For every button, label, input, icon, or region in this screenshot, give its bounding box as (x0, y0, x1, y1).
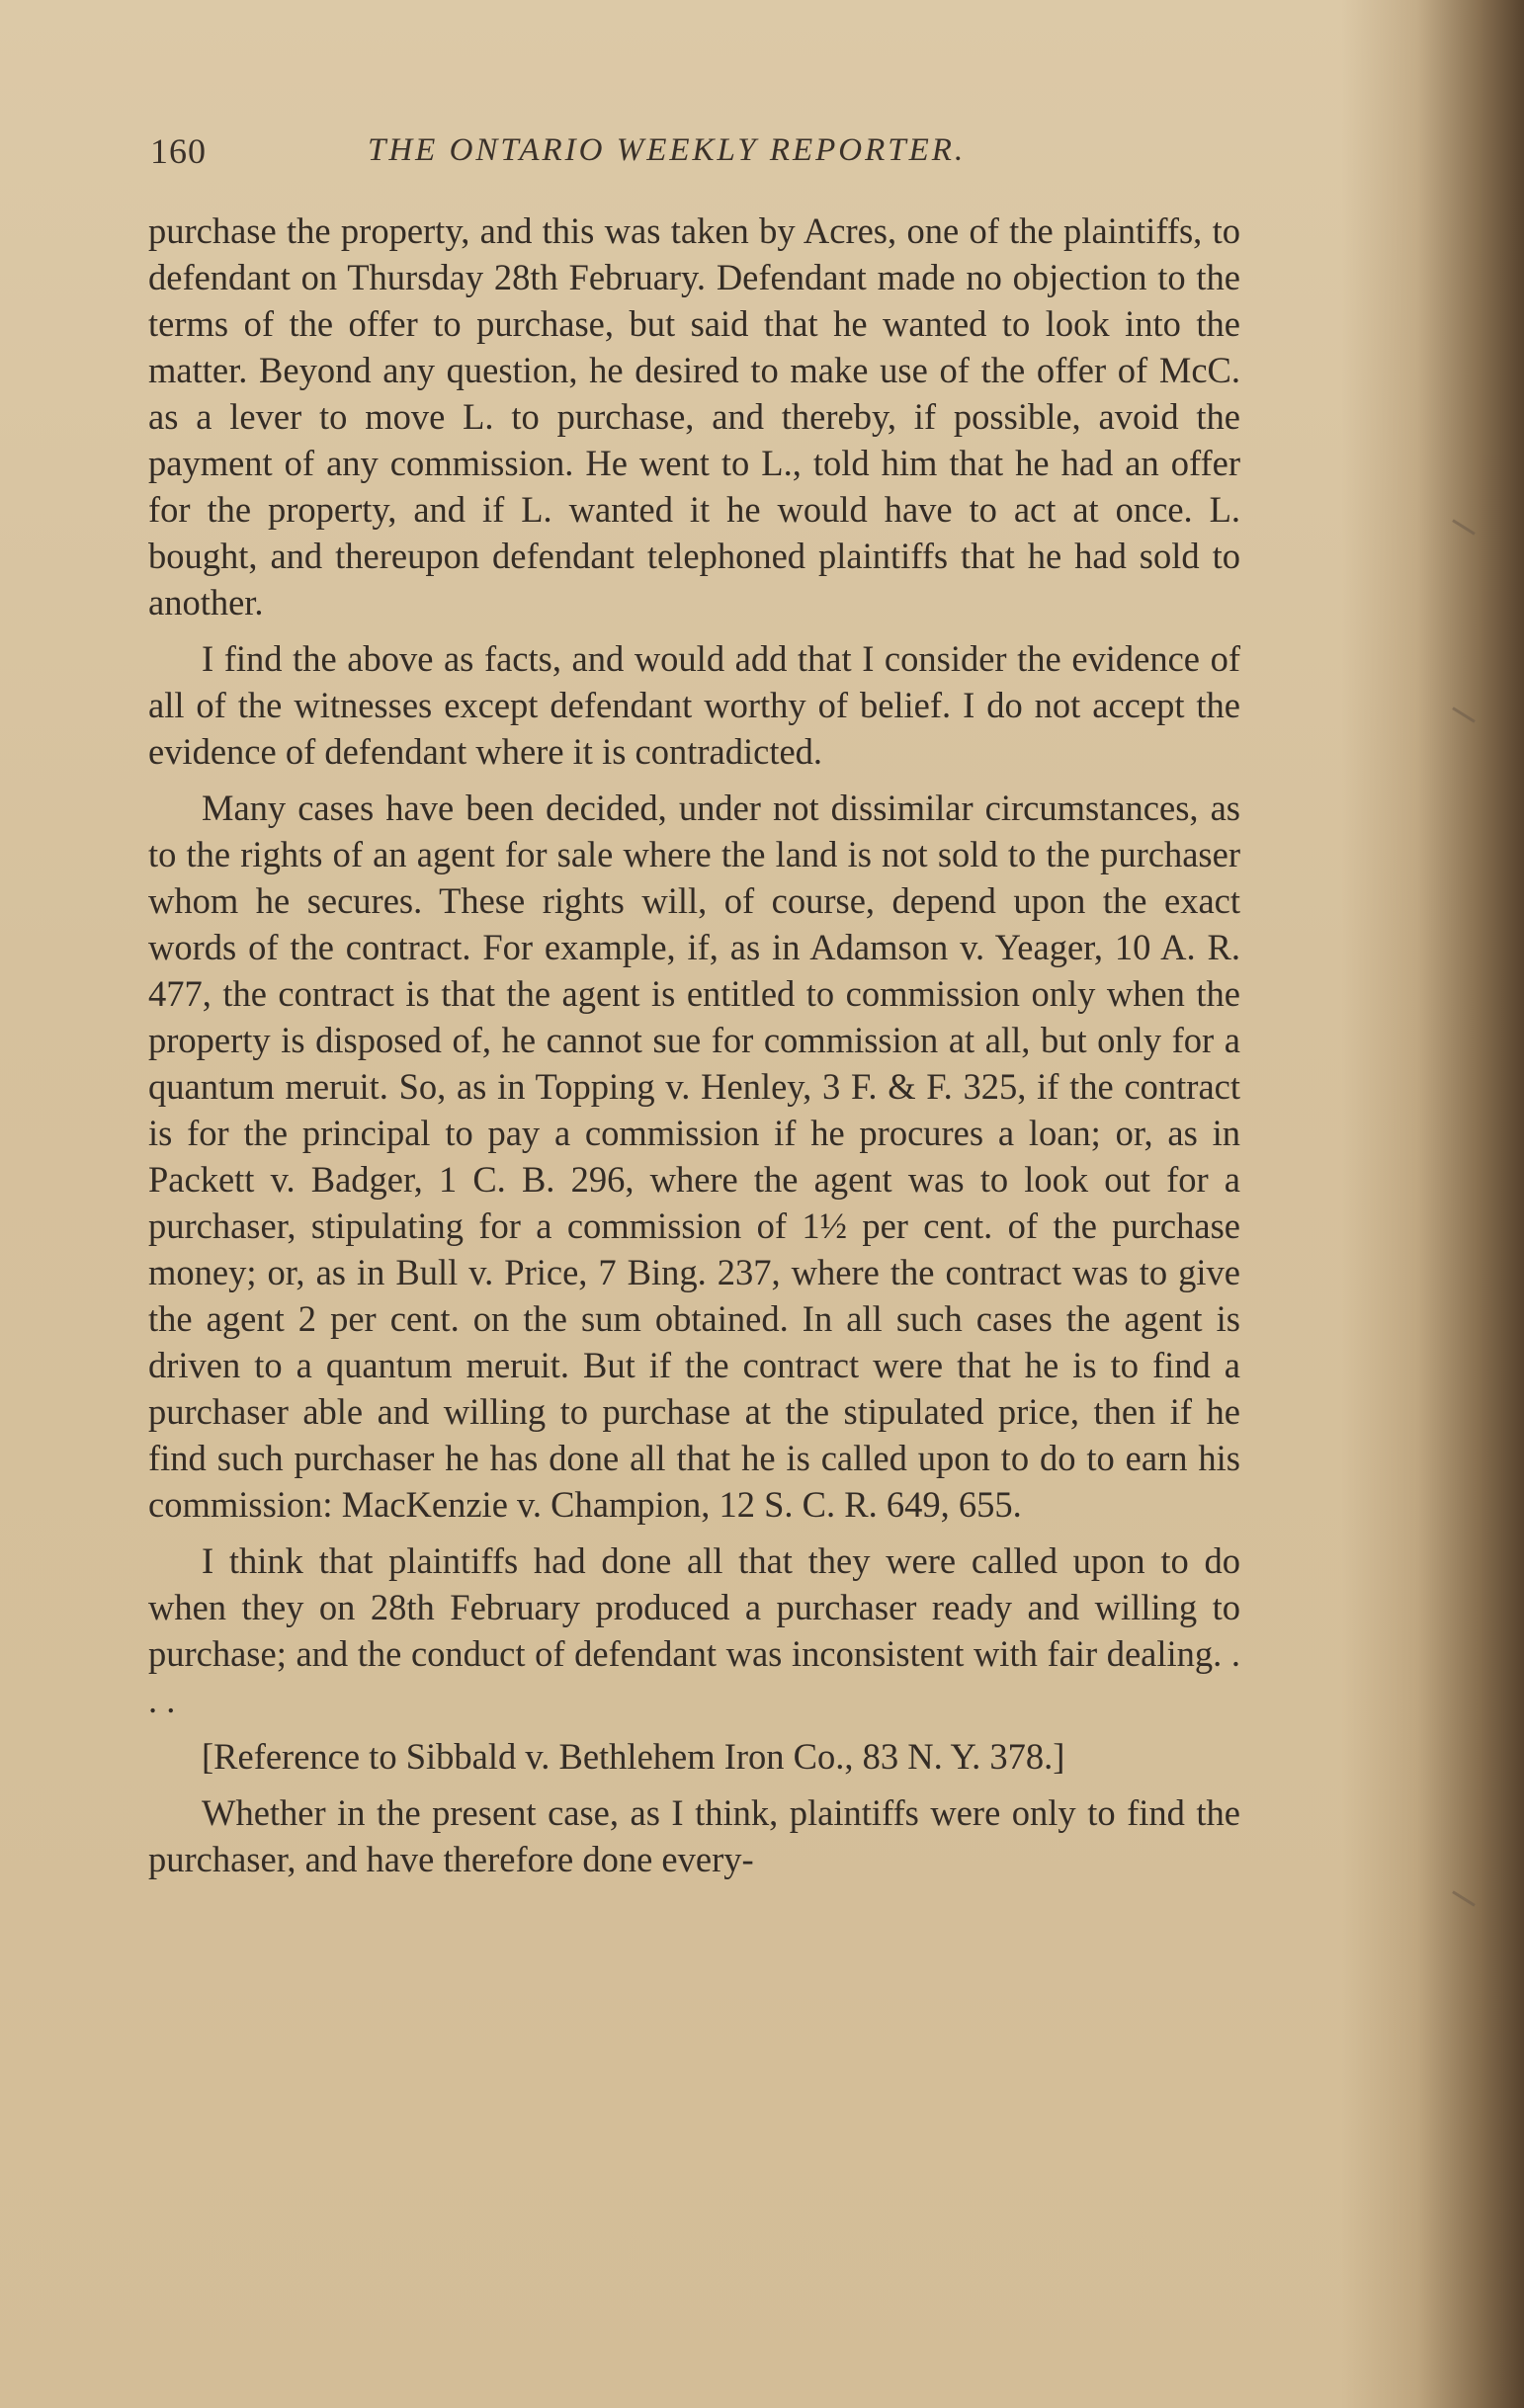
page-header (150, 130, 1257, 190)
paragraph-5: [Reference to Sibbald v. Bethlehem Iron Co., 83 N. Y. 378.] (202, 1736, 1065, 1777)
paragraph-6: Whether in the present case, as I think, plaintiffs were only to find the purchaser, and have therefore done every- (148, 1792, 1240, 1879)
margin-mark (1452, 706, 1476, 722)
paragraph-1: purchase the property, and this was taken by Acres, one of the plaintiffs, to defendant on Thursday 28th February. Defendant made no objection to the terms of the offer to purchase, but said that he wanted to look into the matter. Beyond any question, he desired to make use of the offer of McC. as a lever to move L. to purchase, and thereby, if possible, avoid the payment of any commission. He went to L., told him that he had an offer for the property, and if L. wanted it he would have to act at once. L. bought, and thereupon defendant telephoned plaintiffs that he had sold to another. (148, 210, 1240, 623)
body-text (148, 208, 1240, 1892)
margin-mark (1452, 519, 1476, 535)
margin-mark (1452, 1890, 1476, 1906)
paragraph-4: I think that plaintiffs had done all that they were called upon to do when they on 28th February produced a purchaser ready and willing to purchase; and the conduct of defendant was inconsistent with fair dealing. . . . (148, 1540, 1240, 1720)
page-number: 160 (150, 131, 207, 171)
paragraph-3: Many cases have been decided, under not dissimilar circumstances, as to the rights of an agent for sale where the land is not sold to the purchaser whom he secures. These rights will, of course, depend upon the exact words of the contract. For example, if, as in Adamson v. Yeager, 10 A. R. 477, the contract is that the agent is entitled to commission only when the property is disposed of, he cannot sue for commission at all, but only for a quantum meruit. So, as in Topping v. Henley, 3 F. & F. 325, if the contract is for the principal to pay a commission if he procures a loan; or, as in Packett v. Badger, 1 C. B. 296, where the agent was to look out for a purchaser, stipulating for a commission of 1½ per cent. of the purchase money; or, as in Bull v. Price, 7 Bing. 237, where the contract was to give the agent 2 per cent. on the sum obtained. In all such cases the agent is driven to a quantum meruit. But if the contract were that he is to find a purchaser able and willing to purchase at the stipulated price, then if he find such purchaser he has done all that he is called upon to do to earn his commission: MacKenzie v. Champion, 12 S. C. R. 649, 655. (148, 788, 1240, 1525)
paragraph-2: I find the above as facts, and would add that I consider the evidence of all of the witnesses except defendant worthy of belief. I do not accept the evidence of defendant where it is contradicted. (148, 638, 1240, 772)
running-title: THE ONTARIO WEEKLY REPORTER. (368, 132, 967, 168)
